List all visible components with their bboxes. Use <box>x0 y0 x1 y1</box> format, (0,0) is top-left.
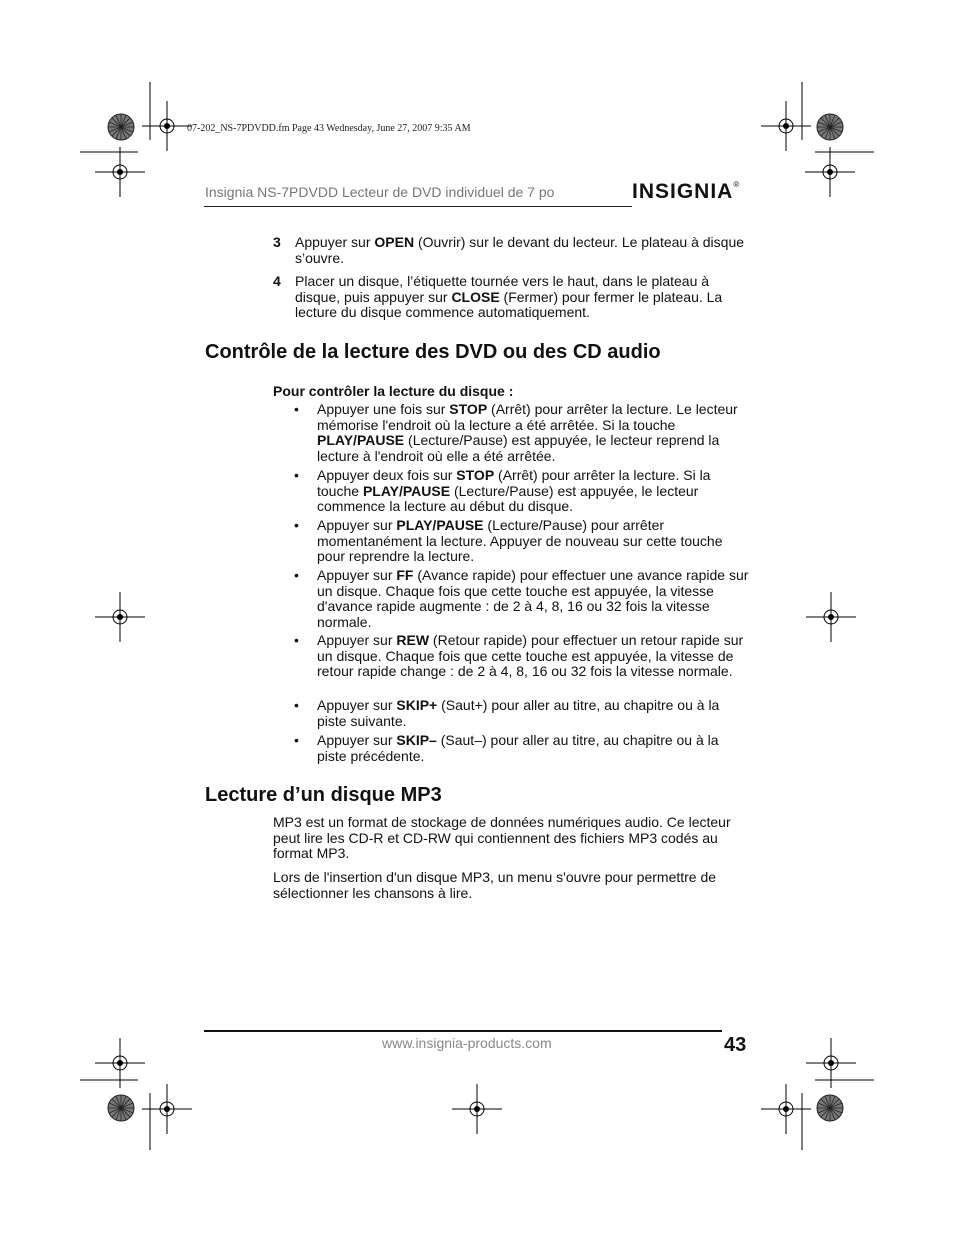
bullet-mark: • <box>294 567 299 583</box>
footer-rule <box>204 1030 722 1032</box>
section-heading: Contrôle de la lecture des DVD ou des CD audio <box>205 341 661 363</box>
registered-mark: ® <box>733 180 741 189</box>
running-header: Insignia NS-7PDVDD Lecteur de DVD individuel de 7 po <box>205 184 555 200</box>
step-number: 4 <box>273 273 281 289</box>
insignia-logo <box>632 180 740 204</box>
bullet-mark: • <box>294 517 299 533</box>
procedure-heading: Pour contrôler la lecture du disque : <box>273 383 514 399</box>
footer-url: www.insignia-products.com <box>382 1035 552 1051</box>
section-heading: Lecture d’un disque MP3 <box>205 784 442 806</box>
step-text: Placer un disque, l’étiquette tournée vers le haut, dans le plateau à disque, puis appuyer sur CLOSE (Fermer) pour fermer le plateau. La lecture du disque commence automatiquement. <box>295 273 723 320</box>
header-rule <box>204 206 632 207</box>
paragraph: MP3 est un format de stockage de données numériques audio. Ce lecteur peut lire les CD-R et CD-RW qui contiennent des fichiers MP3 codés au format MP3. <box>273 814 731 861</box>
bullet-mark: • <box>294 632 299 648</box>
bullet-mark: • <box>294 467 299 483</box>
step-number: 3 <box>273 234 281 250</box>
bullet-mark: • <box>294 401 299 417</box>
file-slug: 07-202_NS-7PDVDD.fm Page 43 Wednesday, June 27, 2007 9:35 AM <box>187 123 471 134</box>
page-number: 43 <box>724 1034 747 1056</box>
step-text: Appuyer sur OPEN (Ouvrir) sur le devant du lecteur. Le plateau à disque s’ouvre. <box>295 234 745 266</box>
bullet-mark: • <box>294 732 299 748</box>
bullet-mark: • <box>294 697 299 713</box>
logo-text: INSIGNIA <box>632 180 734 203</box>
paragraph: Lors de l'insertion d'un disque MP3, un menu s'ouvre pour permettre de sélectionner les chansons à lire. <box>273 869 717 901</box>
